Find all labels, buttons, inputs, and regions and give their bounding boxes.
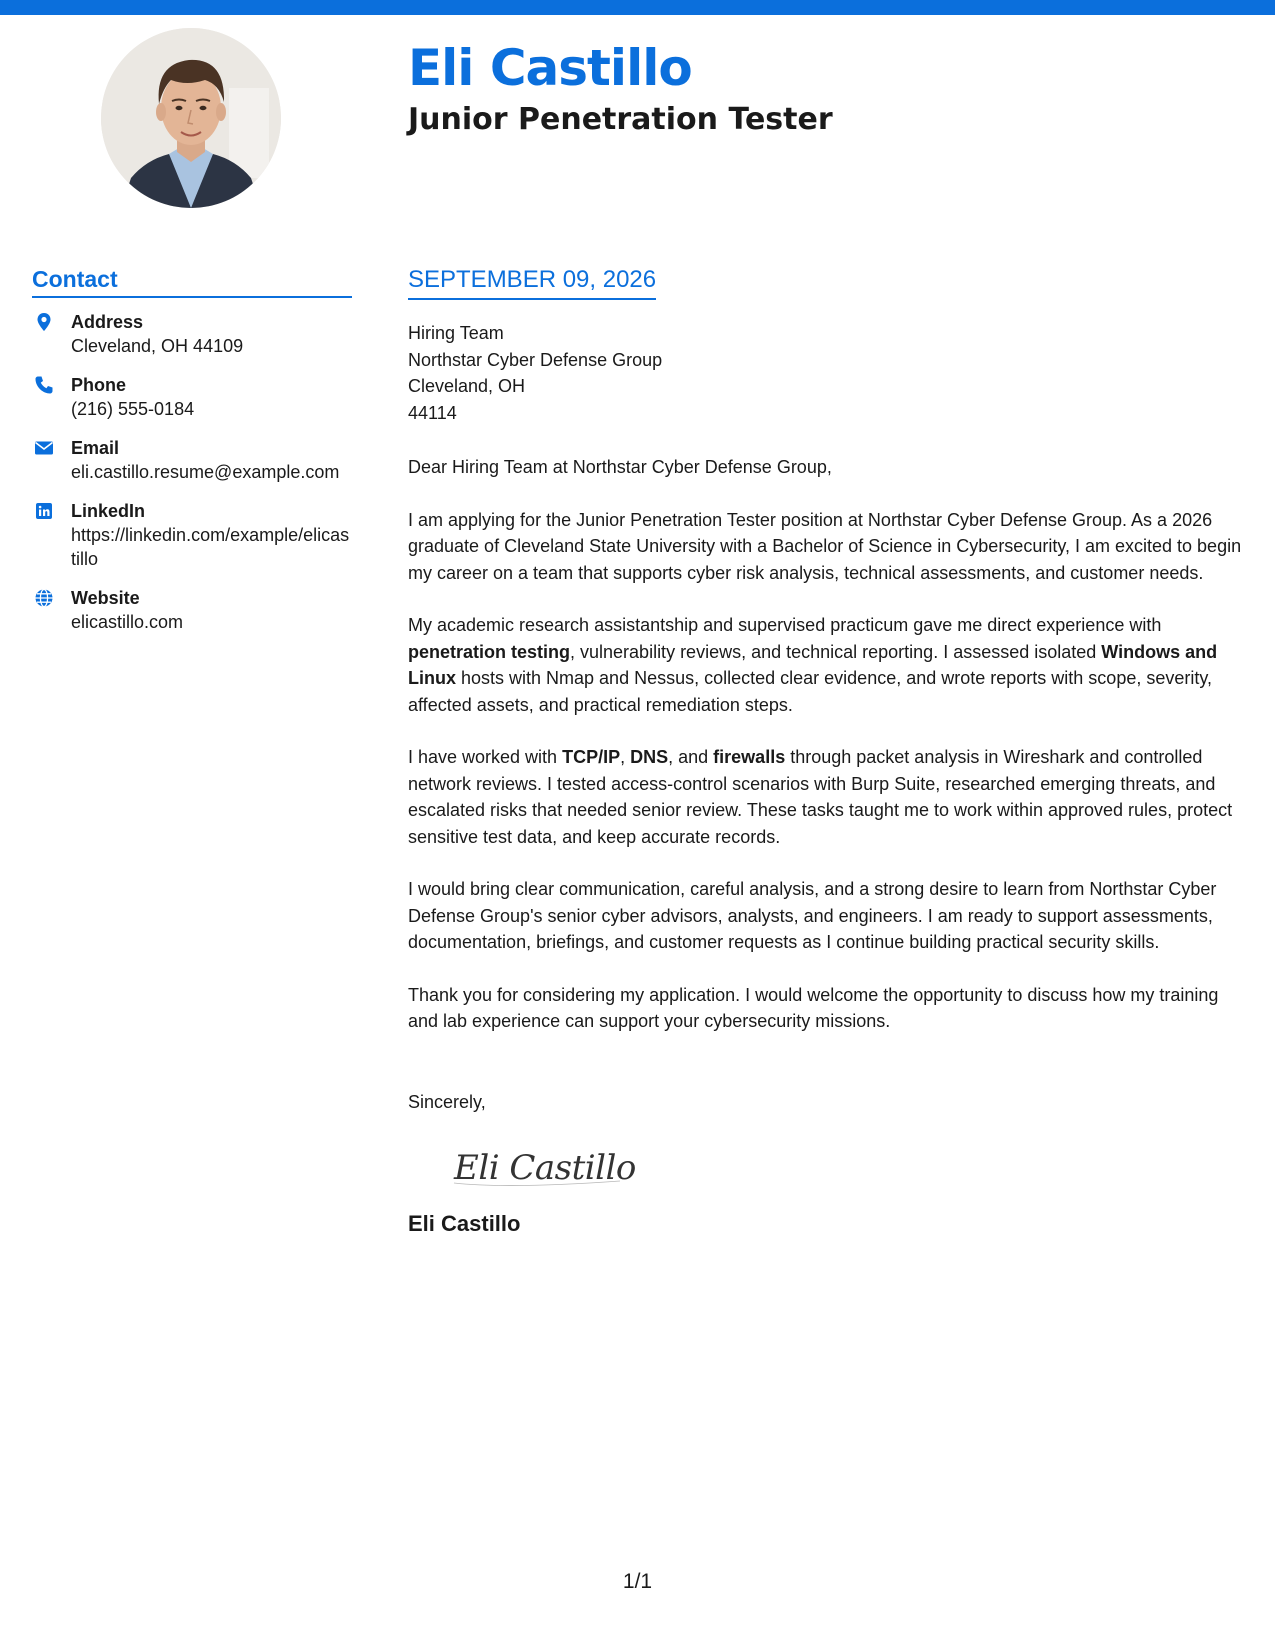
contact-item-phone bbox=[32, 373, 352, 421]
contact-value-website[interactable]: elicastillo.com bbox=[71, 612, 184, 632]
paragraph-experience bbox=[408, 612, 1250, 718]
highlight-tcpip: TCP/IP bbox=[562, 747, 621, 767]
paragraph-text: through packet analysis in Wireshark and controlled network reviews. I tested access-control scenarios with Burp Suite, researched emerging threats, and escalated risks that needed senior review. These tasks taught me to work within approved rules, protect sensitive test data, and keep accurate records. bbox=[408, 747, 1233, 847]
letter-date: SEPTEMBER 09, 2026 bbox=[408, 266, 656, 300]
profile-photo-illustration bbox=[101, 28, 281, 208]
contact-item-linkedin bbox=[32, 499, 352, 571]
recipient-line: Cleveland, OH bbox=[408, 376, 526, 396]
job-title: Junior Penetration Tester bbox=[408, 102, 833, 137]
paragraph-text: hosts with Nmap and Nessus, collected clear evidence, and wrote reports with scope, severity, affected assets, and practical remediation steps. bbox=[408, 668, 1213, 715]
contact-item-email bbox=[32, 436, 352, 484]
top-accent-bar bbox=[0, 0, 1275, 15]
paragraph-thanks: Thank you for considering my application. I would welcome the opportunity to discuss how my training and lab experience can support your cybersecurity missions. bbox=[408, 984, 1219, 1031]
paragraph-goals: I would bring clear communication, careful analysis, and a strong desire to learn from Northstar Cyber Defense Group's senior cyber advisors, analysts, and engineers. I am ready to support assessments, documentation, briefings, and customer requests as I continue building practical security skills. bbox=[408, 879, 1217, 952]
signature-image bbox=[450, 1135, 690, 1195]
envelope-icon bbox=[34, 438, 54, 458]
paragraph-text: , and bbox=[668, 747, 714, 767]
contact-label-website: Website bbox=[71, 588, 140, 608]
paragraph-networking bbox=[408, 744, 1250, 850]
contact-value-phone: (216) 555-0184 bbox=[71, 399, 195, 419]
contact-item-address bbox=[32, 310, 352, 358]
highlight-penetration-testing: penetration testing bbox=[408, 641, 571, 662]
signer-name: Eli Castillo bbox=[408, 1211, 521, 1236]
contact-value-linkedin[interactable]: https://linkedin.com/example/elicastillo bbox=[71, 525, 350, 569]
contact-value-address: Cleveland, OH 44109 bbox=[71, 336, 244, 356]
globe-icon bbox=[34, 588, 54, 608]
profile-photo bbox=[101, 28, 281, 208]
phone-icon bbox=[34, 375, 54, 395]
contact-item-website bbox=[32, 586, 352, 634]
recipient-line: Northstar Cyber Defense Group bbox=[408, 349, 663, 370]
handwritten-signature bbox=[450, 1135, 690, 1195]
recipient-line: 44114 bbox=[408, 402, 457, 423]
highlight-windows-linux: Windows and Linux bbox=[408, 641, 1218, 688]
contact-label-linkedin: LinkedIn bbox=[71, 501, 146, 521]
paragraph-text: I have worked with bbox=[408, 747, 563, 767]
paragraph-text: , bbox=[620, 747, 631, 767]
paragraph-text: My academic research assistantship and supervised practicum gave me direct experience with bbox=[408, 615, 1162, 635]
page-number: 1/1 bbox=[622, 1570, 653, 1593]
highlight-dns: DNS bbox=[630, 747, 669, 767]
recipient-line: Hiring Team bbox=[408, 323, 504, 343]
closing: Sincerely, bbox=[408, 1091, 486, 1112]
highlight-firewalls: firewalls bbox=[713, 747, 786, 767]
paragraph-intro: I am applying for the Junior Penetration Tester position at Northstar Cyber Defense Group. As a 2026 graduate of Cleveland State University with a Bachelor of Science in Cybersecurity, I am excited to begin my career on a team that supports cyber risk analysis, technical assessments, and customer needs. bbox=[408, 509, 1242, 583]
contact-list bbox=[32, 310, 352, 634]
contact-label-address: Address bbox=[71, 312, 144, 332]
letter-body bbox=[408, 266, 1250, 1237]
paragraph-text: , vulnerability reviews, and technical reporting. I assessed isolated bbox=[570, 641, 1102, 662]
contact-label-phone: Phone bbox=[71, 375, 127, 395]
contact-heading: Contact bbox=[32, 266, 352, 298]
salutation: Dear Hiring Team at Northstar Cyber Defense Group, bbox=[408, 457, 832, 477]
svg-text:Eli Castillo: Eli Castillo bbox=[454, 1148, 636, 1188]
map-pin-icon bbox=[34, 312, 54, 332]
applicant-name: Eli Castillo bbox=[408, 39, 692, 97]
recipient-block bbox=[408, 320, 1250, 426]
contact-label-email: Email bbox=[71, 438, 120, 458]
contact-value-email: eli.castillo.resume@example.com bbox=[71, 462, 340, 482]
linkedin-icon bbox=[34, 501, 54, 521]
contact-sidebar bbox=[32, 266, 352, 649]
